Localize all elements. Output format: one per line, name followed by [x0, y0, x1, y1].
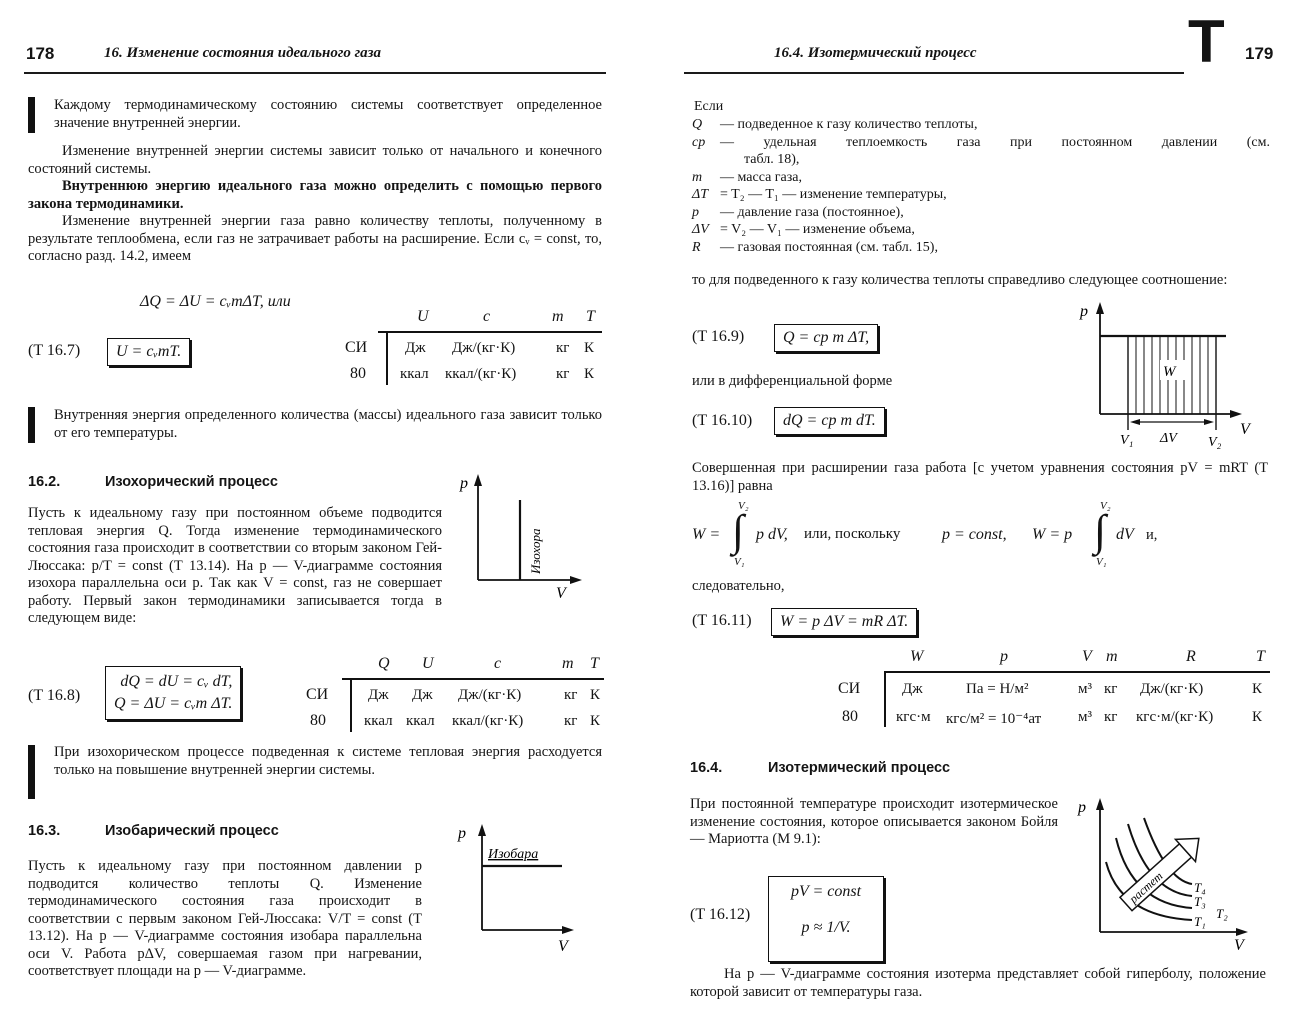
- table-cell: кг: [556, 340, 570, 356]
- isotherm-label-t3: T₃: [1194, 894, 1206, 909]
- table-cell: Дж/(кг·К): [452, 340, 516, 356]
- integral-mid-text: или, поскольку: [804, 526, 901, 542]
- legend-row: [692, 116, 1270, 134]
- paragraph-3: Изменение внутренней энергии газа равно количеству теплоты, полученному в результате теплообмена, если газ не затрачивает работы на расширение. Если cᵥ = const, то, согласно разд. 14.2, имеем: [28, 213, 602, 264]
- legend-text: — давление газа (постоянное),: [720, 204, 904, 220]
- running-header-right: 16.4. Изотермический процесс: [774, 45, 977, 61]
- equation-label-16-11: (T 16.11): [692, 612, 752, 629]
- equation-box-16-9: Q = cp m ΔT,: [774, 324, 878, 352]
- axis-label-v: V: [558, 938, 568, 955]
- table-header: c: [483, 308, 491, 325]
- table-divider: [884, 673, 886, 727]
- symbol-legend: [692, 116, 1270, 256]
- equation-box-16-8: [105, 666, 241, 720]
- legend-row: [692, 169, 1270, 187]
- table-header: Q: [378, 655, 390, 672]
- legend-text: — масса газа,: [720, 169, 802, 185]
- table-cell: К: [584, 366, 595, 382]
- equation-label-16-9: (T 16.9): [692, 328, 745, 345]
- table-cell: кг: [564, 687, 578, 703]
- table-header: U: [422, 655, 434, 672]
- isobar-label: Изобара: [488, 847, 539, 862]
- equation-line: dQ = dU = cᵥ dT,: [120, 673, 233, 690]
- table-cell: Дж: [412, 687, 433, 703]
- highlight-text-1: Каждому термодинамическому состоянию системы соответствует определенное значение внутренней энергии.: [54, 97, 602, 131]
- temperature-arrow-label: растет: [1126, 868, 1166, 906]
- legend-text: табл. 18),: [744, 152, 800, 167]
- table-cell: Дж: [405, 340, 426, 356]
- isobaric-work-diagram: [1076, 296, 1256, 451]
- table-header: T: [586, 308, 595, 325]
- equation-intro: ΔQ = ΔU = cᵥmΔT, или: [140, 293, 291, 310]
- delta-v-label: ΔV: [1160, 431, 1177, 446]
- integral-sign: ∫: [1094, 506, 1107, 555]
- table-header: T: [1256, 648, 1265, 665]
- thumb-index-letter: T: [1188, 8, 1225, 75]
- equation-box-16-7: U = cᵥmT.: [107, 338, 190, 366]
- table-rule: [884, 671, 1270, 673]
- legend-symbol: ΔT: [692, 187, 709, 202]
- table-cell: кг: [1104, 681, 1118, 697]
- table-cell: кгс·м: [896, 709, 931, 725]
- legend-text: — подведенное к газу количество теплоты,: [720, 117, 978, 132]
- work-area-label: W: [1163, 364, 1176, 380]
- v1-label: V₁: [1120, 433, 1134, 448]
- integral-w: W =: [692, 526, 721, 543]
- table-cell: м³: [1078, 681, 1092, 697]
- isotherm-label-t2: T₂: [1216, 906, 1228, 921]
- running-header-left: 16. Изменение состояния идеального газа: [104, 45, 382, 61]
- axis-label-v: V: [1240, 421, 1250, 438]
- equation-box-16-12: [768, 876, 884, 962]
- legend-symbol: ΔV: [692, 222, 709, 237]
- table-header: m: [562, 655, 574, 672]
- table-cell: кгс/м² = 10⁻⁴ат: [946, 711, 1042, 727]
- paragraph-2: Внутреннюю энергию идеального газа можно определить с помощью первого закона термодинамики.: [28, 178, 602, 212]
- section-number-16-2: 16.2.: [28, 474, 61, 490]
- table-header: p: [1000, 648, 1008, 665]
- axis-label-p: p: [1078, 799, 1086, 816]
- equation-label-16-10: (T 16.10): [692, 412, 753, 429]
- equation-label-16-8: (T 16.8): [28, 687, 81, 704]
- table-cell: кг: [1104, 709, 1118, 725]
- section-number-16-3: 16.3.: [28, 823, 61, 839]
- axis-label-p: p: [1080, 303, 1088, 320]
- table-cell: Дж/(кг·К): [458, 687, 522, 703]
- system-label: СИ: [306, 686, 329, 703]
- legend-row: [692, 239, 1270, 257]
- system-label: 80: [350, 365, 366, 382]
- integral-upper-limit: V₂: [738, 500, 749, 512]
- table-rule: [378, 331, 602, 333]
- equation-label-16-7: (T 16.7): [28, 342, 81, 359]
- section-16-3-paragraph: Пусть к идеальному газу при постоянном давлении p подводится количество теплоты Q. Изменение термодинамического состояния газа происходит в соответствии с первым законом Гей-Люссака: V/T = const (Т 13.12). На p — V-диаграмме состояния изобара параллельна оси V. Работа pΔV, совершаемая газом при нагревании, соответствует площади на p — V-диаграмме.: [28, 858, 422, 979]
- legend-symbol: p: [692, 204, 699, 220]
- table-cell: Па = Н/м²: [966, 681, 1029, 697]
- equation-box-16-11: W = p ΔV = mR ΔT.: [771, 608, 917, 636]
- legend-row: [692, 221, 1270, 239]
- legend-symbol: m: [692, 169, 703, 185]
- highlight-bar: [28, 407, 35, 443]
- highlight-text-2: Внутренняя энергия определенного количества (массы) идеального газа зависит только от его температуры.: [54, 407, 602, 441]
- paragraph-block-1: [28, 143, 602, 266]
- legend-symbol: cp: [692, 134, 706, 150]
- legend-intro: Если: [694, 99, 724, 114]
- table-header: m: [552, 308, 564, 325]
- paragraph-1: Изменение внутренней энергии системы зависит только от начального и конечного состояний системы.: [28, 143, 602, 177]
- axis-label-v: V: [556, 585, 566, 602]
- work-paragraph: Совершенная при расширении газа работа [с учетом уравнения состояния pV = mRT (Т 13.16)] равна: [692, 460, 1268, 494]
- system-label: 80: [310, 712, 326, 729]
- system-label: СИ: [345, 339, 368, 356]
- integral-upper-limit: V₂: [1100, 500, 1111, 512]
- table-cell: кг: [556, 366, 570, 382]
- table-header: W: [910, 648, 924, 665]
- table-cell: ккал: [406, 713, 435, 729]
- axis-label-v: V: [1234, 937, 1244, 954]
- table-cell: К: [1252, 681, 1263, 697]
- integral-lower-limit: V₁: [734, 556, 745, 568]
- v2-label: V₂: [1208, 435, 1222, 450]
- isochore-label: Изохора: [528, 528, 543, 574]
- table-cell: К: [1252, 709, 1263, 725]
- page-number-right: 179: [1245, 44, 1274, 63]
- table-cell: ккал/(кг·К): [452, 713, 524, 729]
- table-cell: Дж: [902, 681, 923, 697]
- isotherm-label-t4: T₄: [1194, 880, 1206, 895]
- differential-form-text: или в дифференциальной форме: [692, 373, 893, 389]
- table-cell: Дж: [368, 687, 389, 703]
- equation-line: pV = const: [790, 883, 862, 900]
- equation-line: Q = ΔU = cᵥm ΔT.: [114, 695, 233, 712]
- table-header: R: [1186, 648, 1196, 665]
- table-cell: ккал/(кг·К): [445, 366, 517, 382]
- table-divider: [350, 680, 352, 732]
- legend-text: = V₂ — V₁ — изменение объема,: [720, 222, 915, 237]
- integrand-1: p dV,: [756, 526, 788, 543]
- table-cell: К: [590, 687, 601, 703]
- legend-row: [692, 204, 1270, 222]
- integral-end-text: и,: [1146, 527, 1158, 543]
- legend-text: — газовая постоянная (см. табл. 15),: [720, 239, 938, 255]
- table-cell: Дж/(кг·К): [1140, 681, 1204, 697]
- isobar-diagram: [452, 818, 602, 958]
- table-header: T: [590, 655, 599, 672]
- table-cell: кгс·м/(кг·К): [1136, 709, 1214, 725]
- table-divider: [386, 333, 388, 385]
- isotherm-paragraph: [690, 966, 1266, 1001]
- legend-text: = T₂ — T₁ — изменение температуры,: [720, 187, 947, 202]
- table-header: c: [494, 655, 502, 672]
- system-label: СИ: [838, 680, 861, 697]
- equation-box-16-10: dQ = cp m dT.: [774, 407, 885, 435]
- highlight-text-3: При изохорическом процессе подведенная к системе тепловая энергия расходуется только на повышение внутренней энергии системы.: [54, 744, 602, 778]
- section-title-16-4: Изотермический процесс: [768, 760, 951, 776]
- table-rule: [342, 678, 604, 680]
- header-rule-left: [24, 72, 606, 74]
- axis-label-p: p: [458, 825, 466, 842]
- equation-line: p ≈ 1/V.: [801, 919, 851, 936]
- section-title-16-2: Изохорический процесс: [105, 474, 278, 490]
- section-16-4-paragraph: При постоянной температуре происходит изотермическое изменение состояния, которое описывается законом Бойля — Мариотта (М 9.1):: [690, 796, 1058, 847]
- axis-label-p: p: [460, 475, 468, 492]
- isotherm-label-t1: T₁: [1194, 914, 1206, 929]
- integrand-2: dV: [1116, 526, 1134, 543]
- legend-symbol: R: [692, 239, 701, 255]
- then-paragraph: то для подведенного к газу количества теплоты справедливо следующее соотношение:: [692, 272, 1228, 288]
- integral-sign: ∫: [732, 506, 745, 555]
- isochore-diagram: [452, 468, 602, 603]
- header-rule-right: [684, 72, 1184, 74]
- table-cell: м³: [1078, 709, 1092, 725]
- integral-lower-limit: V₁: [1096, 556, 1107, 568]
- legend-row: [692, 134, 1270, 152]
- legend-row: [692, 186, 1270, 204]
- legend-symbol: Q: [692, 117, 703, 132]
- section-title-16-3: Изобарический процесс: [105, 823, 279, 839]
- hence-text: следовательно,: [692, 578, 785, 594]
- equation-label-16-12: (T 16.12): [690, 906, 751, 923]
- table-header: V: [1082, 648, 1092, 665]
- system-label: 80: [842, 708, 858, 725]
- highlight-bar: [28, 97, 35, 133]
- isotherm-diagram: [1074, 792, 1260, 954]
- integral-p-const: p = const,: [942, 526, 1007, 543]
- table-header: U: [417, 308, 429, 325]
- table-cell: ккал: [400, 366, 429, 382]
- highlight-bar: [28, 745, 35, 799]
- table-cell: К: [590, 713, 601, 729]
- last-paragraph: На p — V-диаграмме состояния изотерма представляет собой гиперболу, положение которой зависит от температуры газа.: [690, 966, 1266, 1000]
- legend-row: [692, 151, 1270, 169]
- page-number-left: 178: [26, 44, 55, 63]
- table-header: m: [1106, 648, 1118, 665]
- integral-w2: W = p: [1032, 526, 1073, 543]
- table-cell: кг: [564, 713, 578, 729]
- section-16-2-paragraph: Пусть к идеальному газу при постоянном объеме подводится тепловая энергия Q. Тогда изменение термодинамического состояния газа происходит в соответствии со вторым законом Гей-Люссака: p/T = const (Т 13.14). На p — V-диаграмме состояния изохора параллельна оси p. Так как V = const, газ не совершает работу. Первый закон термодинамики записывается тогда в следующем виде:: [28, 505, 442, 626]
- table-cell: ккал: [364, 713, 393, 729]
- legend-text: — удельная теплоемкость газа при постоянном давлении (см.: [720, 134, 1270, 150]
- table-cell: К: [584, 340, 595, 356]
- section-number-16-4: 16.4.: [690, 760, 723, 776]
